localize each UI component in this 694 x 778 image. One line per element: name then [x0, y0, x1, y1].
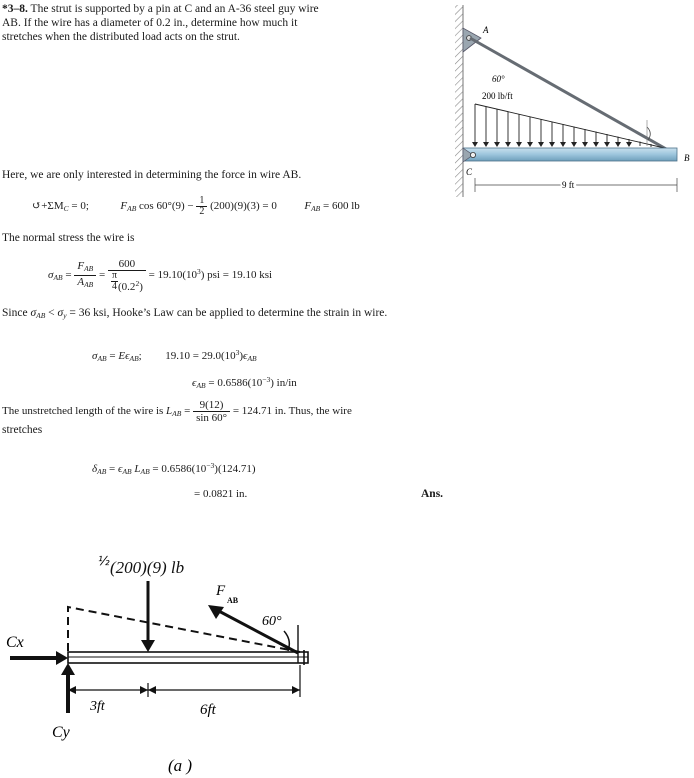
free-body-diagram	[0, 545, 340, 778]
answer-label: Ans.	[421, 488, 444, 500]
svg-text:F: F	[216, 583, 226, 599]
fab-arrow	[215, 609, 298, 653]
fbd-angle: 60°	[262, 614, 282, 629]
svg-text:½: ½	[98, 554, 110, 568]
strain-result: $\epsilon_{AB} = 0.6586(10^{-3})$ in/in	[192, 375, 297, 390]
svg-text:AB: AB	[227, 596, 239, 605]
cx-label: Cx	[6, 634, 24, 651]
load-text: 200 lb/ft	[482, 91, 513, 101]
problem-statement	[2, 2, 320, 44]
delta-equation: $\delta_{AB} = \epsilon_{AB}$ $L_{AB} = 0.6586(10^{-3})(124.71)$	[92, 461, 256, 476]
angle-text: 60°	[492, 74, 505, 84]
since-statement: Since $\sigma_{AB} < \sigma_y = 36$ ksi, Hooke’s Law can be applied to determine the strain in wire.	[2, 307, 388, 320]
stress-equation: $\sigma_{AB}$ = $\frac{F_{AB}}{A_{AB}}$ = 600 $\frac{\pi}{4}$ $(0.2^2)$ = $19.10(10^3)$ psi = 19.10 ksi	[48, 258, 273, 293]
pin-c	[470, 152, 475, 157]
dim-6ft: 6ft	[200, 702, 216, 718]
moment-equation: $↺+\Sigma M_C = 0$; $F_{AB}$ cos 60°(9) − $\frac{1}{2}$ (200)(9)(3) = 0 $F_{AB} = 600$ lb	[32, 195, 360, 217]
length-statement: The unstretched length of the wire is $L_{AB}$ = $\frac{9(12)}{\sin 60^\circ}$ = 124.71 in. Thus, the wire	[2, 399, 352, 424]
dim-3ft: 3ft	[90, 699, 105, 714]
final-result: = 0.0821 in.	[194, 488, 248, 500]
strut-figure	[455, 0, 694, 200]
stress-intro: The normal stress the wire is	[2, 232, 135, 244]
fbd-caption: (a )	[168, 756, 193, 775]
problem-number: *3–8.	[2, 3, 28, 15]
label-b: B	[684, 153, 690, 163]
solution-intro: Here, we are only interested in determining the force in wire AB.	[2, 169, 302, 181]
hooke-equation: $\sigma_{AB} = E\epsilon_{AB}$; $19.10 = 29.0(10^3)\epsilon_{AB}$	[92, 348, 257, 363]
length-text: 9 ft	[562, 180, 575, 190]
problem-text: The strut is supported by a pin at C and an A-36 steel guy wire AB. If the wire has a diameter of 0.2 in., determine how much it stretches when the distributed load acts on the strut.	[2, 3, 319, 43]
label-c: C	[466, 167, 473, 177]
svg-text:(200)(9) lb: (200)(9) lb	[110, 558, 185, 577]
wall	[455, 5, 463, 197]
cy-label: Cy	[52, 724, 70, 741]
strut-beam	[463, 148, 677, 161]
stretches-text: stretches	[2, 424, 43, 436]
label-a: A	[483, 25, 489, 35]
force-label	[98, 554, 184, 577]
